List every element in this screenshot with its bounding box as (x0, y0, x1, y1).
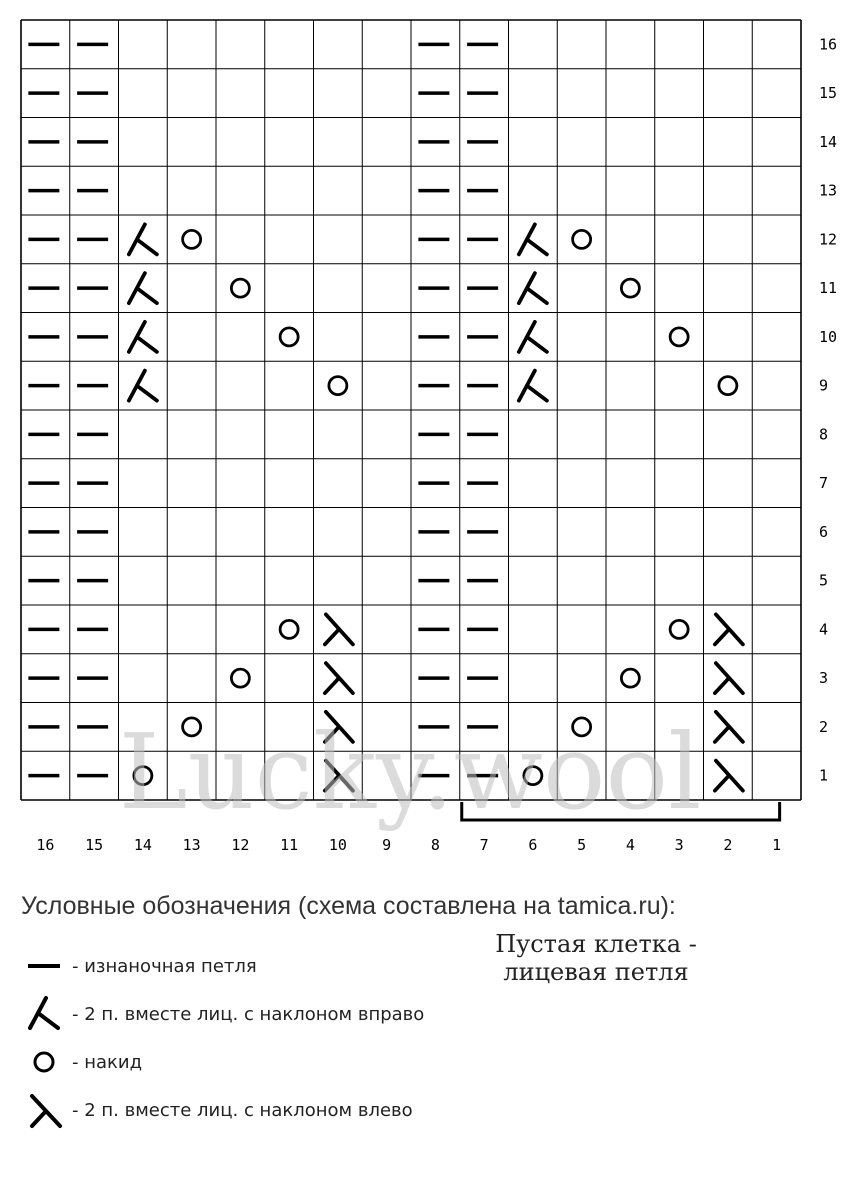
row-label: 9 (819, 376, 829, 395)
column-label: 1 (772, 836, 782, 854)
row-label: 14 (819, 132, 838, 151)
column-label: 14 (133, 836, 152, 854)
row-label: 11 (819, 279, 838, 298)
column-label: 16 (36, 836, 55, 854)
row-label: 16 (819, 35, 838, 54)
yarn-over-circle-icon (22, 1042, 72, 1082)
row-label: 1 (819, 766, 829, 785)
row-label: 8 (819, 425, 829, 444)
watermark: Lucky.wool (118, 711, 702, 833)
column-label: 15 (85, 836, 104, 854)
k2tog-right-icon (22, 994, 72, 1034)
legend-item-k2tog-right (22, 994, 424, 1034)
row-label: 6 (819, 522, 829, 541)
purl-dash-icon (22, 946, 72, 986)
column-label: 13 (182, 836, 201, 854)
row-label: 3 (819, 669, 829, 688)
column-label: 4 (625, 836, 635, 854)
empty-cell-note-line2: лицевая петля (503, 958, 689, 986)
row-label: 15 (819, 84, 838, 103)
legend-title: Условные обозначения (схема составлена на tamica.ru): (21, 892, 676, 920)
column-label: 5 (577, 836, 587, 854)
legend-item-purl (22, 946, 257, 986)
column-label: 11 (280, 836, 299, 854)
empty-cell-note-line1: Пустая клетка - (495, 930, 697, 958)
column-label: 10 (328, 836, 347, 854)
column-number-labels (36, 836, 781, 854)
row-label: 7 (819, 474, 829, 493)
row-label: 10 (819, 327, 838, 346)
legend-label-k2tog-right: - 2 п. вместе лиц. с наклоном вправо (72, 1003, 425, 1025)
column-label: 12 (231, 836, 250, 854)
column-label: 3 (674, 836, 684, 854)
legend-item-yarn-over (22, 1042, 142, 1082)
empty-cell-note (446, 930, 746, 986)
legend-label-purl: - изнаночная петля (72, 955, 257, 977)
legend-label-yarn-over: - накид (72, 1051, 143, 1073)
legend-label-k2tog-left: - 2 п. вместе лиц. с наклоном влево (72, 1099, 413, 1121)
column-label: 6 (528, 836, 538, 854)
column-label: 2 (723, 836, 733, 854)
column-label: 7 (479, 836, 489, 854)
row-label: 5 (819, 571, 829, 590)
column-label: 9 (382, 836, 392, 854)
column-label: 8 (430, 836, 440, 854)
row-label: 13 (819, 181, 838, 200)
legend-item-k2tog-left (22, 1090, 413, 1130)
row-label: 12 (819, 230, 838, 249)
k2tog-left-icon (22, 1090, 72, 1130)
row-number-labels (819, 35, 837, 784)
row-label: 2 (819, 717, 829, 736)
row-label: 4 (819, 620, 829, 639)
